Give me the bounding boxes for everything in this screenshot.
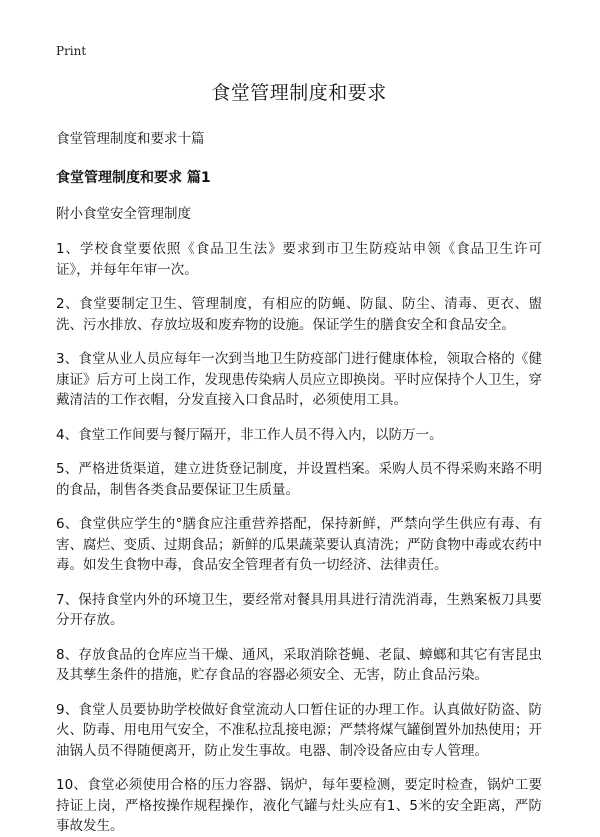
- section-intro: 附小食堂安全管理制度: [56, 206, 191, 222]
- document-subtitle: 食堂管理制度和要求十篇: [56, 131, 205, 147]
- paragraph-6: 6、食堂供应学生的°膳食应注重营养搭配，保持新鲜，严禁向学生供应有毒、有害、腐烂、变质、过期食品；新鲜的瓜果蔬菜要认真清洗；严防食物中毒或农药中毒。如发生食物中毒，食品安全管理者有负一切经济、法律责任。: [56, 516, 542, 573]
- paragraph-9: 9、食堂人员要协助学校做好食堂流动人口暂住证的办理工作。认真做好防盗、防火、防毒、用电用气安全，不准私拉乱接电源；严禁将煤气罐倒置外加热使用；开油锅人员不得随便离开，防止发生事故。电器、制冷设备应由专人管理。: [56, 701, 542, 759]
- paragraph-10: 10、食堂必须使用合格的压力容器、锅炉，每年要检测，要定时检查，锅炉工要持证上岗，严格按操作规程操作，液化气罐与灶头应有1、5米的安全距离，严防事故发生。: [56, 777, 542, 834]
- section-heading: 食堂管理制度和要求 篇1: [56, 170, 211, 186]
- paragraph-7: 7、保持食堂内外的环境卫生，要经常对餐具用具进行清洗消毒，生熟案板刀具要分开存放。: [56, 591, 542, 628]
- paragraph-5: 5、严格进货渠道，建立进货登记制度，并设置档案。采购人员不得采购来路不明的食品，制售各类食品要保证卫生质量。: [56, 461, 542, 498]
- paragraph-1: 1、学校食堂要依照《食品卫生法》要求到市卫生防疫站申领《食品卫生许可证》，并每年年审一次。: [56, 241, 542, 278]
- print-label[interactable]: Print: [56, 44, 87, 58]
- paragraph-2: 2、食堂要制定卫生、管理制度，有相应的防蝇、防鼠、防尘、清毒、更衣、盥洗、污水排放、存放垃圾和废弃物的设施。保证学生的膳食安全和食品安全。: [56, 296, 542, 333]
- paragraph-8: 8、存放食品的仓库应当干燥、通风，采取消除苍蝇、老鼠、蟑螂和其它有害昆虫及其孳生条件的措施，贮存食品的容器必须安全、无害，防止食品污染。: [56, 646, 542, 683]
- paragraph-4: 4、食堂工作间要与餐厅隔开，非工作人员不得入内，以防万一。: [56, 426, 443, 443]
- document-title: 食堂管理制度和要求: [211, 82, 387, 104]
- paragraph-3: 3、食堂从业人员应每年一次到当地卫生防疫部门进行健康体检，领取合格的《健康证》后方可上岗工作，发现患传染病人员应立即换岗。平时应保持个人卫生，穿戴清洁的工作衣帽，分发直接入口食品时，必须使用工具。: [56, 351, 542, 408]
